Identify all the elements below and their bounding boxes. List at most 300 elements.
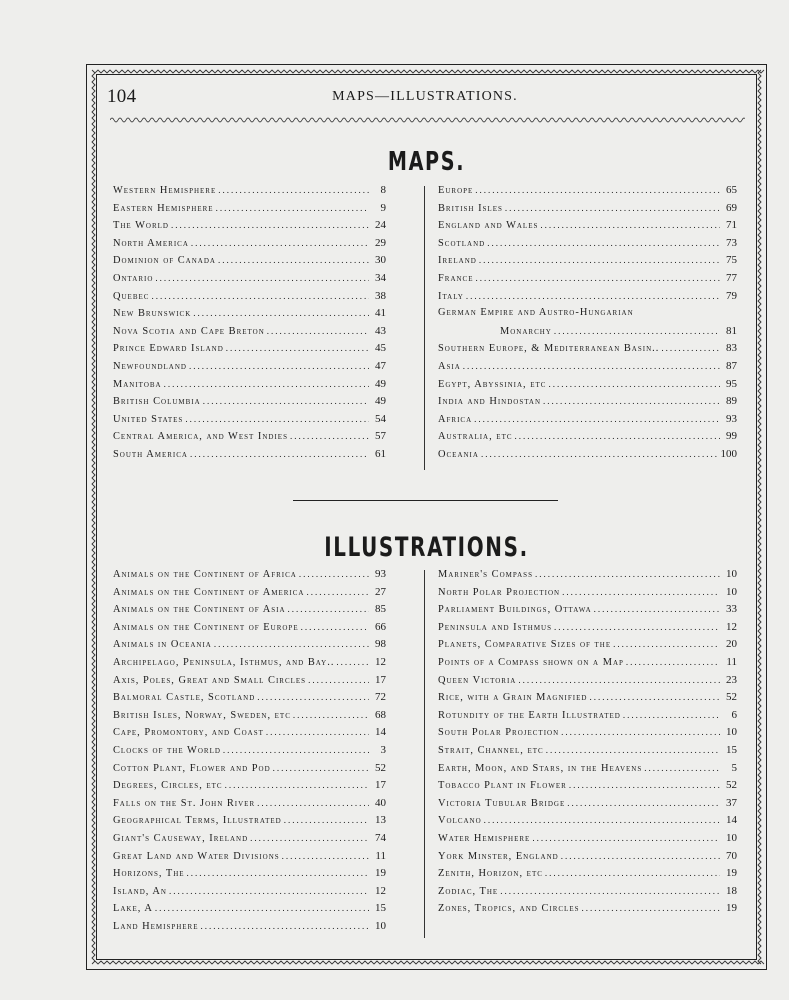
dot-leader (164, 379, 369, 389)
entry-title: Earth, Moon, and Stars, in the Heavens (438, 762, 643, 774)
dot-leader (567, 798, 720, 808)
entry-title: Quebec (113, 290, 150, 302)
entry-title: Lake, A (113, 903, 153, 915)
entry-page-number: 15 (726, 743, 737, 756)
entry-page-number: 14 (726, 814, 737, 827)
entry-title: Parliament Buildings, Ottawa (438, 604, 592, 616)
entry-page-number: 12 (375, 884, 386, 897)
index-entry (113, 621, 386, 639)
dot-leader (306, 587, 369, 597)
index-entry (113, 378, 386, 396)
entry-page-number: 98 (375, 638, 386, 651)
dot-leader (561, 727, 720, 737)
entry-page-number: 93 (726, 412, 737, 425)
page-number: 104 (107, 86, 137, 107)
entry-title: India and Hindostan (438, 396, 542, 408)
entry-page-number: 54 (375, 412, 386, 425)
entry-page-number: 43 (375, 324, 386, 337)
index-entry (113, 674, 386, 692)
dot-leader (569, 780, 720, 790)
entry-title: Africa (438, 413, 473, 425)
entry-page-number: 37 (726, 796, 737, 809)
index-entry (438, 272, 737, 290)
entry-page-number: 72 (375, 691, 386, 704)
dot-leader (475, 185, 720, 195)
entry-page-number: 95 (726, 377, 737, 390)
entry-title: Cape, Promontory, and Coast (113, 727, 264, 739)
dot-leader (226, 343, 369, 353)
dot-leader (203, 396, 369, 406)
entry-title: Cotton Plant, Flower and Pod (113, 762, 271, 774)
entry-page-number: 10 (726, 585, 737, 598)
dot-leader (545, 868, 720, 878)
entry-title: Prince Edward Island (113, 343, 224, 355)
entry-title: Animals on the Continent of America (113, 586, 305, 598)
entry-title: North America (113, 237, 189, 249)
entry-title: British Isles, Norway, Sweden, etc (113, 709, 291, 721)
dot-leader (293, 710, 369, 720)
entry-title: Degrees, Circles, etc (113, 780, 223, 792)
entry-title: Dominion of Canada (113, 255, 216, 267)
index-entry (438, 850, 737, 868)
index-entry (113, 638, 386, 656)
entry-title: Tobacco Plant in Flower (438, 780, 567, 792)
index-entry (113, 290, 386, 308)
entry-title: Ontario (113, 272, 154, 284)
entry-title: Rice, with a Grain Magnified (438, 692, 588, 704)
entry-page-number: 11 (726, 655, 737, 668)
entry-title: North Polar Projection (438, 586, 561, 598)
index-entry (438, 254, 737, 272)
entry-title: Queen Victoria (438, 674, 517, 686)
entry-page-number: 12 (726, 620, 737, 633)
entry-title: Monarchy (500, 325, 552, 337)
maps-column-divider (424, 186, 425, 470)
dot-leader (218, 185, 369, 195)
dot-leader (515, 431, 720, 441)
index-entry (438, 744, 737, 762)
entry-title: Geographical Terms, Illustrated (113, 815, 282, 827)
index-entry (438, 378, 737, 396)
entry-title: Archipelago, Peninsula, Isthmus, and Bay.. (113, 656, 335, 668)
entry-page-number: 29 (375, 236, 386, 249)
dot-leader (155, 273, 369, 283)
entry-title: Australia, etc (438, 431, 513, 443)
dot-leader (613, 639, 720, 649)
index-entry (113, 832, 386, 850)
entry-page-number: 19 (726, 902, 737, 915)
entry-title: Ireland (438, 255, 477, 267)
entry-page-number: 69 (726, 201, 737, 214)
dot-leader (267, 326, 369, 336)
index-entry (113, 202, 386, 220)
entry-title: Animals on the Continent of Europe (113, 621, 299, 633)
entry-title: British Columbia (113, 396, 201, 408)
illustrations-right-column (438, 568, 737, 920)
index-entry (438, 219, 737, 237)
entry-page-number: 52 (726, 779, 737, 792)
dot-leader (187, 868, 369, 878)
index-entry (438, 709, 737, 727)
dot-leader (218, 255, 369, 265)
entry-title: Eastern Hemisphere (113, 202, 214, 214)
entry-page-number: 17 (375, 673, 386, 686)
entry-page-number: 52 (726, 691, 737, 704)
index-entry (438, 885, 737, 903)
entry-page-number: 52 (375, 761, 386, 774)
dot-leader (476, 273, 720, 283)
dot-leader (535, 569, 720, 579)
entry-title: Newfoundland (113, 360, 187, 372)
entry-title: Balmoral Castle, Scotland (113, 692, 256, 704)
dot-leader (479, 255, 720, 265)
entry-title: Victoria Tubular Bridge (438, 797, 566, 809)
dot-leader (474, 414, 720, 424)
index-entry (113, 902, 386, 920)
index-entry (438, 638, 737, 656)
dot-leader (518, 675, 720, 685)
index-entry (438, 448, 737, 466)
illustrations-column-divider (424, 570, 425, 938)
dot-leader (589, 692, 720, 702)
entry-page-number: 17 (375, 779, 386, 792)
index-entry (113, 762, 386, 780)
entry-page-number: 49 (375, 395, 386, 408)
entry-page-number: 100 (720, 447, 737, 460)
entry-page-number: 34 (375, 271, 386, 284)
dot-leader (169, 886, 369, 896)
index-entry (438, 726, 737, 744)
entry-title: Axis, Poles, Great and Small Circles (113, 674, 307, 686)
entry-page-number: 19 (726, 867, 737, 880)
entry-title: Land Hemisphere (113, 920, 199, 932)
entry-page-number: 65 (726, 184, 737, 196)
index-entry (113, 413, 386, 431)
entry-page-number: 57 (375, 430, 386, 443)
entry-title: Europe (438, 185, 474, 196)
dot-leader (626, 657, 720, 667)
entry-title: Animals on the Continent of Africa (113, 569, 297, 580)
maps-left-column (113, 184, 386, 466)
index-entry (113, 814, 386, 832)
index-entry (438, 360, 737, 378)
entry-page-number: 27 (375, 585, 386, 598)
dot-leader (561, 851, 720, 861)
index-entry (113, 726, 386, 744)
index-entry (438, 290, 737, 308)
dot-leader (223, 745, 369, 755)
entry-title: Southern Europe, & Mediterranean Basin.. (438, 343, 660, 355)
dot-leader (532, 833, 720, 843)
dot-leader (546, 745, 720, 755)
entry-title: United States (113, 413, 184, 425)
entry-page-number: 19 (375, 867, 386, 880)
index-entry (113, 744, 386, 762)
entry-page-number: 9 (380, 201, 386, 214)
dot-leader (484, 815, 720, 825)
entry-title: Zenith, Horizon, etc (438, 868, 543, 880)
index-entry (438, 656, 737, 674)
dot-leader (644, 763, 720, 773)
index-entry (113, 885, 386, 903)
entry-page-number: 75 (726, 254, 737, 267)
entry-title: South America (113, 448, 188, 460)
entry-title: Western Hemisphere (113, 185, 217, 196)
index-entry (113, 586, 386, 604)
running-title: MAPS—ILLUSTRATIONS. (332, 89, 518, 104)
dot-leader (190, 449, 369, 459)
entry-page-number: 14 (375, 726, 386, 739)
entry-page-number: 93 (375, 568, 386, 580)
index-entry (113, 272, 386, 290)
dot-leader (505, 203, 720, 213)
dot-leader (288, 604, 369, 614)
entry-title: Horizons, The (113, 868, 185, 880)
entry-page-number: 81 (726, 324, 737, 337)
entry-page-number: 13 (375, 814, 386, 827)
index-entry (113, 237, 386, 255)
entry-page-number: 73 (726, 236, 737, 249)
index-entry (438, 797, 737, 815)
entry-title: Manitoba (113, 378, 162, 390)
dot-leader (594, 604, 720, 614)
entry-page-number: 83 (726, 342, 737, 355)
entry-page-number: 12 (375, 655, 386, 668)
dot-leader (554, 326, 720, 336)
entry-page-number: 99 (726, 430, 737, 443)
index-entry (113, 325, 386, 343)
entry-page-number: 8 (380, 184, 386, 196)
entry-title: Strait, Channel, etc (438, 744, 544, 756)
index-entry (438, 430, 737, 448)
index-entry (438, 867, 737, 885)
entry-title: Egypt, Abyssinia, etc (438, 378, 547, 390)
entry-page-number: 68 (375, 708, 386, 721)
entry-title: Rotundity of the Earth Illustrated (438, 709, 621, 721)
index-entry (113, 920, 386, 938)
entry-page-number: 10 (726, 831, 737, 844)
index-entry (113, 184, 386, 202)
dot-leader (214, 639, 369, 649)
entry-page-number: 10 (375, 919, 386, 932)
entry-page-number: 30 (375, 254, 386, 267)
dot-leader (216, 203, 369, 213)
dot-leader (250, 833, 369, 843)
dot-leader (500, 886, 720, 896)
dot-leader (301, 622, 369, 632)
dot-leader (284, 815, 369, 825)
dot-leader (487, 238, 720, 248)
dot-leader (543, 396, 720, 406)
dot-leader (290, 431, 369, 441)
entry-page-number: 15 (375, 902, 386, 915)
dot-leader (191, 238, 369, 248)
index-entry (438, 603, 737, 621)
entry-title: New Brunswick (113, 308, 192, 320)
entry-page-number: 18 (726, 884, 737, 897)
entry-page-number: 6 (731, 708, 737, 721)
entry-page-number: 49 (375, 377, 386, 390)
entry-title: Oceania (438, 448, 479, 460)
index-entry (438, 202, 737, 220)
index-entry (438, 832, 737, 850)
index-entry (438, 674, 737, 692)
entry-page-number: 40 (375, 796, 386, 809)
dot-leader (308, 675, 369, 685)
entry-title: France (438, 272, 474, 284)
entry-page-number: 23 (726, 673, 737, 686)
index-entry (438, 586, 737, 604)
index-entry (113, 395, 386, 413)
entry-title: Central America, and West Indies (113, 431, 288, 443)
entry-page-number: 74 (375, 831, 386, 844)
entry-title: Water Hemisphere (438, 832, 531, 844)
entry-page-number: 20 (726, 638, 737, 651)
entry-title: Asia (438, 360, 461, 372)
dot-leader (661, 343, 720, 353)
entry-page-number: 87 (726, 359, 737, 372)
dot-leader (623, 710, 720, 720)
index-entry (438, 325, 737, 343)
entry-page-number: 77 (726, 271, 737, 284)
dot-leader (336, 657, 369, 667)
entry-title: German Empire and Austro-Hungarian (438, 307, 634, 319)
entry-title: Island, An (113, 885, 167, 897)
dot-leader (225, 780, 369, 790)
index-entry (113, 691, 386, 709)
dot-leader (481, 449, 718, 459)
dot-leader (562, 587, 720, 597)
dot-leader (155, 903, 369, 913)
index-entry (113, 709, 386, 727)
index-entry (113, 448, 386, 466)
index-entry (113, 568, 386, 586)
dot-leader (282, 851, 369, 861)
illustrations-section-title: ILLUSTRATIONS. (324, 532, 529, 563)
index-entry (438, 342, 737, 360)
dot-leader (548, 379, 720, 389)
dot-leader (185, 414, 369, 424)
index-entry (113, 867, 386, 885)
index-entry (438, 237, 737, 255)
index-entry (438, 307, 737, 325)
entry-title: Points of a Compass shown on a Map (438, 656, 624, 668)
index-entry (438, 568, 737, 586)
entry-title: The World (113, 220, 169, 232)
index-entry (438, 621, 737, 639)
entry-title: Zones, Tropics, and Circles (438, 903, 580, 915)
dot-leader (299, 569, 369, 579)
index-entry (438, 413, 737, 431)
dot-leader (257, 798, 369, 808)
dot-leader (201, 921, 369, 931)
entry-title: Falls on the St. John River (113, 797, 256, 809)
entry-page-number: 41 (375, 307, 386, 320)
entry-page-number: 3 (380, 743, 386, 756)
entry-page-number: 5 (731, 761, 737, 774)
index-entry (113, 603, 386, 621)
entry-page-number: 45 (375, 342, 386, 355)
entry-page-number: 47 (375, 359, 386, 372)
entry-title: Zodiac, The (438, 885, 499, 897)
entry-page-number: 10 (726, 726, 737, 739)
index-entry (113, 430, 386, 448)
entry-title: Great Land and Water Divisions (113, 850, 280, 862)
entry-page-number: 33 (726, 603, 737, 616)
entry-page-number: 79 (726, 289, 737, 302)
index-entry (438, 902, 737, 920)
entry-title: Planets, Comparative Sizes of the (438, 639, 612, 651)
entry-page-number: 11 (375, 849, 386, 862)
index-entry (113, 779, 386, 797)
entry-title: Animals on the Continent of Asia (113, 604, 286, 616)
entry-page-number: 89 (726, 395, 737, 408)
dot-leader (266, 727, 369, 737)
entry-title: Volcano (438, 815, 482, 827)
entry-page-number: 38 (375, 289, 386, 302)
index-entry (113, 656, 386, 674)
entry-title: Italy (438, 290, 464, 302)
entry-title: Mariner's Compass (438, 569, 533, 580)
index-entry (438, 779, 737, 797)
maps-section-title: MAPS. (387, 147, 466, 177)
dot-leader (540, 220, 720, 230)
entry-page-number: 66 (375, 620, 386, 633)
index-entry (438, 691, 737, 709)
section-separator (293, 500, 558, 501)
dot-leader (582, 903, 721, 913)
dot-leader (257, 692, 369, 702)
index-entry (113, 850, 386, 868)
entry-page-number: 24 (375, 219, 386, 232)
entry-title: England and Wales (438, 220, 539, 232)
illustrations-left-column (113, 568, 386, 937)
index-entry (438, 184, 737, 202)
index-entry (113, 219, 386, 237)
entry-page-number: 70 (726, 849, 737, 862)
dot-leader (151, 291, 369, 301)
entry-page-number: 85 (375, 603, 386, 616)
maps-right-column (438, 184, 737, 466)
entry-title: South Polar Projection (438, 727, 560, 739)
entry-title: Peninsula and Isthmus (438, 621, 552, 633)
entry-page-number: 10 (726, 568, 737, 580)
index-entry (113, 360, 386, 378)
dot-leader (554, 622, 720, 632)
index-entry (438, 395, 737, 413)
dot-leader (273, 763, 369, 773)
dot-leader (463, 361, 720, 371)
index-entry (438, 762, 737, 780)
index-entry (113, 797, 386, 815)
dot-leader (193, 308, 369, 318)
entry-title: Nova Scotia and Cape Breton (113, 325, 265, 337)
entry-title: Scotland (438, 237, 486, 249)
dot-leader (466, 291, 720, 301)
entry-title: Clocks of the World (113, 744, 221, 756)
dot-leader (189, 361, 369, 371)
entry-title: York Minster, England (438, 850, 559, 862)
index-entry (113, 254, 386, 272)
entry-title: Giant's Causeway, Ireland (113, 832, 249, 844)
entry-page-number: 71 (726, 219, 737, 232)
header-wavy-rule (110, 116, 745, 124)
index-entry (438, 814, 737, 832)
entry-page-number: 61 (375, 447, 386, 460)
dot-leader (171, 220, 369, 230)
index-entry (113, 342, 386, 360)
entry-title: British Isles (438, 202, 503, 214)
